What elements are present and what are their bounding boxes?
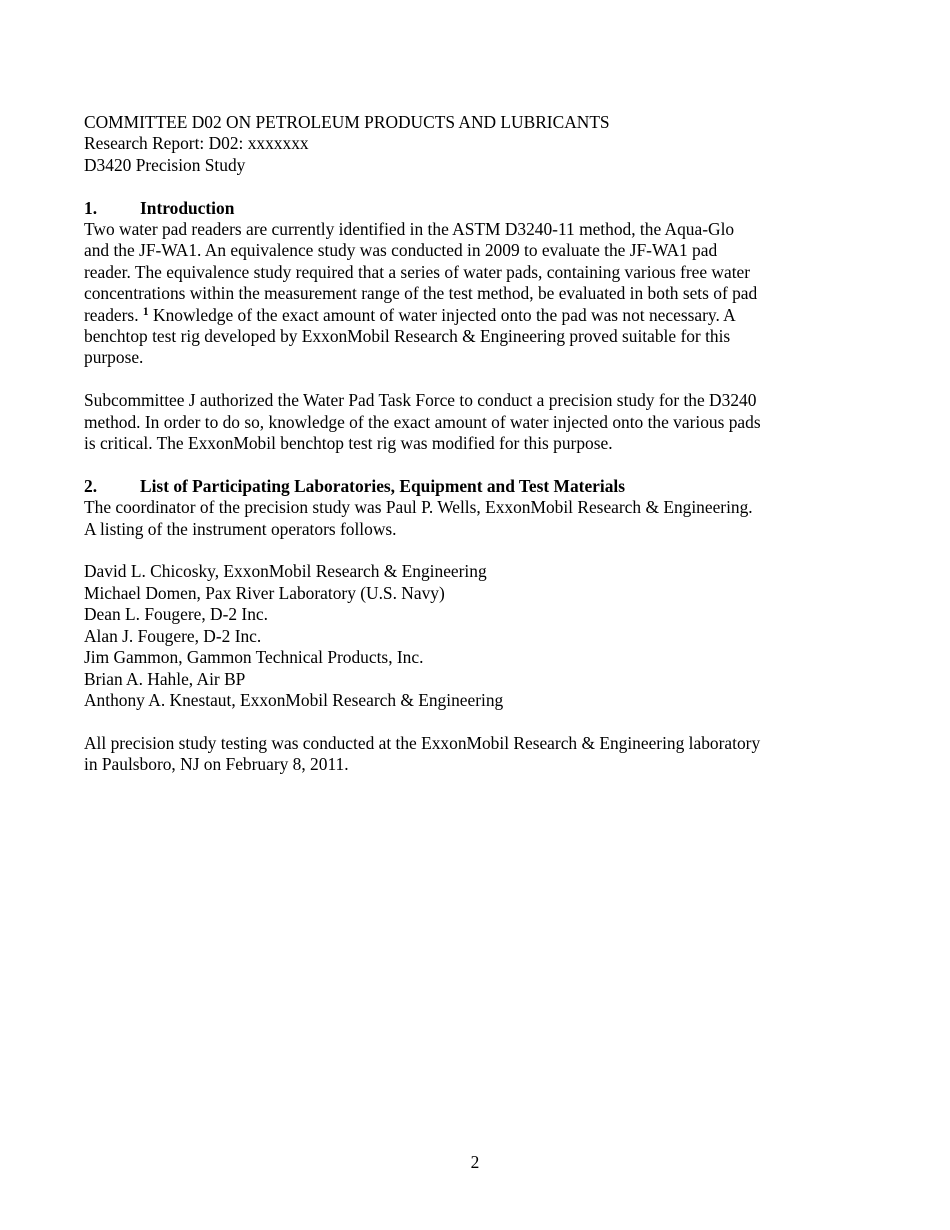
- list-item: David L. Chicosky, ExxonMobil Research & Engineering: [84, 561, 487, 582]
- section-introduction: [84, 198, 824, 369]
- list-item: Jim Gammon, Gammon Technical Products, Inc.: [84, 647, 424, 668]
- list-item: Brian A. Hahle, Air BP: [84, 668, 246, 689]
- paragraph-line: and the JF-WA1. An equivalence study was conducted in 2009 to evaluate the JF-WA1 pad: [84, 240, 718, 261]
- document-header: [84, 112, 824, 176]
- page-number: 2: [470, 1152, 480, 1172]
- paragraph-line: purpose.: [84, 347, 144, 368]
- list-item: Alan J. Fougere, D-2 Inc.: [84, 625, 262, 646]
- committee-title: COMMITTEE D02 ON PETROLEUM PRODUCTS AND LUBRICANTS: [84, 112, 610, 132]
- paragraph-line: All precision study testing was conducted at the ExxonMobil Research & Engineering laboratory: [84, 732, 761, 753]
- paragraph-subcommittee: [84, 390, 824, 454]
- paragraph-line: in Paulsboro, NJ on February 8, 2011.: [84, 754, 349, 775]
- paragraph-line: benchtop test rig developed by ExxonMobil Research & Engineering proved suitable for this: [84, 326, 731, 347]
- document-page: [84, 112, 824, 776]
- section-heading: [84, 198, 824, 219]
- section-title: List of Participating Laboratories, Equipment and Test Materials: [140, 475, 626, 496]
- list-item: Dean L. Fougere, D-2 Inc.: [84, 604, 268, 625]
- footnote-line-after: Knowledge of the exact amount of water injected onto the pad was not necessary. A: [148, 304, 736, 325]
- paragraph-line: Two water pad readers are currently identified in the ASTM D3240-11 method, the Aqua-Glo: [84, 219, 735, 240]
- footnote-line-before: readers.: [84, 304, 139, 325]
- paragraph-closing: [84, 733, 824, 776]
- report-id: Research Report: D02: xxxxxxx: [84, 133, 309, 154]
- paragraph-line: reader. The equivalence study required that a series of water pads, containing various free water: [84, 261, 751, 282]
- section-heading: [84, 476, 824, 497]
- list-item: Anthony A. Knestaut, ExxonMobil Research & Engineering: [84, 689, 504, 710]
- paragraph-line: is critical. The ExxonMobil benchtop test rig was modified for this purpose.: [84, 433, 613, 454]
- paragraph-line: A listing of the instrument operators follows.: [84, 518, 397, 539]
- paragraph-line: Subcommittee J authorized the Water Pad Task Force to conduct a precision study for the D3240: [84, 390, 757, 411]
- paragraph-line: The coordinator of the precision study was Paul P. Wells, ExxonMobil Research & Engineering.: [84, 497, 753, 518]
- section-participants: [84, 476, 824, 540]
- paragraph-line: method. In order to do so, knowledge of the exact amount of water injected onto the various pads: [84, 411, 761, 432]
- section-number: 1.: [84, 197, 98, 218]
- paragraph-line: concentrations within the measurement range of the test method, be evaluated in both sets of pad: [84, 283, 758, 304]
- list-item: Michael Domen, Pax River Laboratory (U.S. Navy): [84, 582, 445, 603]
- footnote-reference[interactable]: 1: [142, 305, 149, 318]
- section-title: Introduction: [140, 197, 235, 218]
- study-title: D3420 Precision Study: [84, 154, 246, 175]
- section-number: 2.: [84, 475, 98, 496]
- paragraph-line-footnote: [84, 305, 824, 326]
- operator-list: [84, 561, 824, 711]
